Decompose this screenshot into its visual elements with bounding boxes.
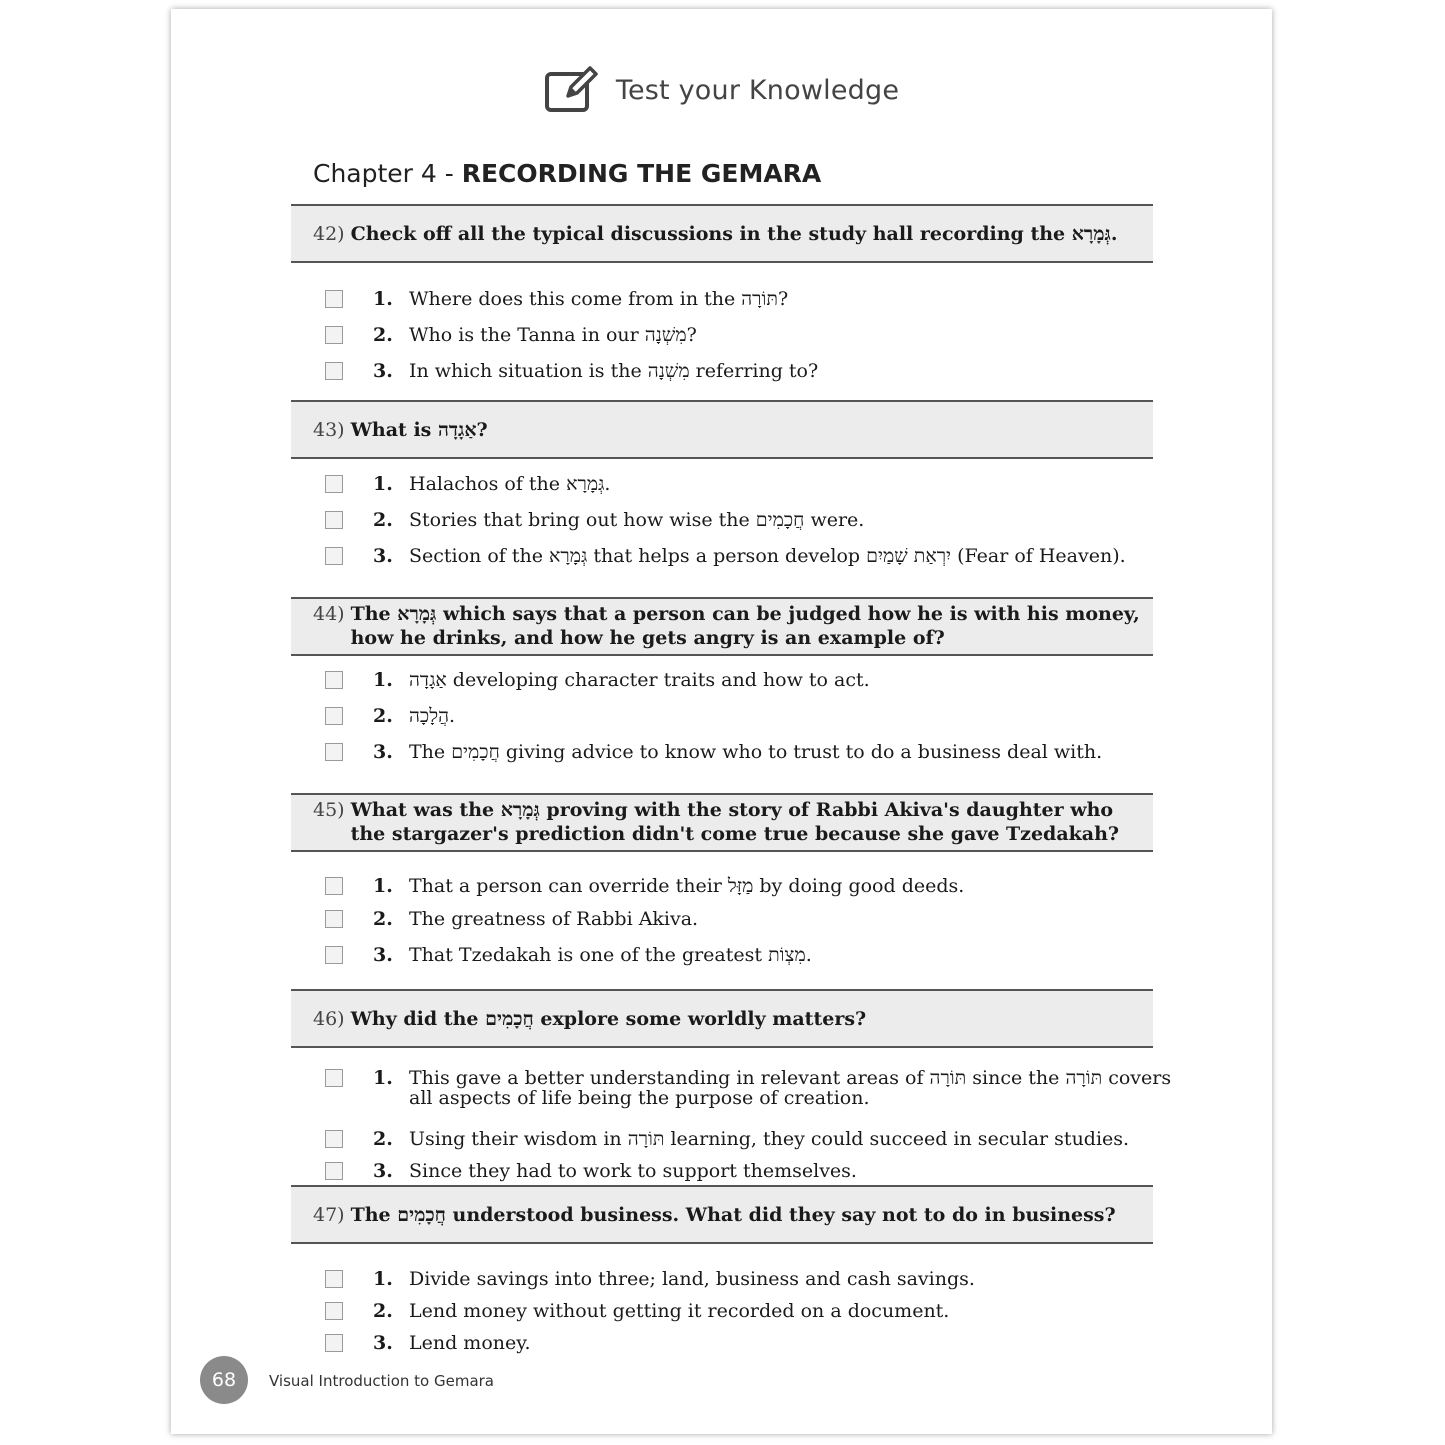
- option-item: [325, 876, 1173, 896]
- option-number: 3.: [373, 944, 393, 966]
- option-item: [325, 742, 1173, 762]
- option-number: 1.: [373, 669, 393, 691]
- answer-checkbox[interactable]: [325, 671, 343, 689]
- answer-checkbox[interactable]: [325, 290, 343, 308]
- question-number: 43): [313, 418, 345, 441]
- answer-checkbox[interactable]: [325, 1270, 343, 1288]
- question-47: [291, 1185, 1153, 1354]
- question-text: The חֲכָמִים understood business. What did they say not to do in business?: [350, 1203, 1116, 1226]
- worksheet-page: [171, 9, 1272, 1434]
- option-number: 2.: [373, 509, 393, 531]
- book-title: Visual Introduction to Gemara: [269, 1372, 494, 1390]
- option-number: 2.: [373, 705, 393, 727]
- option-text: In which situation is the מִשְׁנָה referring to?: [409, 360, 819, 382]
- question-number: 47): [313, 1203, 345, 1226]
- question-header: [291, 597, 1153, 656]
- option-item: [325, 909, 1173, 929]
- option-text: Lend money without getting it recorded on a document.: [409, 1300, 950, 1322]
- option-item: [325, 474, 1173, 494]
- answer-checkbox[interactable]: [325, 707, 343, 725]
- option-number: 2.: [373, 1300, 393, 1322]
- option-number: 1.: [373, 1268, 393, 1290]
- option-number: 3.: [373, 1160, 393, 1182]
- question-header: [291, 793, 1153, 852]
- option-item: [325, 670, 1173, 690]
- answer-checkbox[interactable]: [325, 1162, 343, 1180]
- chapter-title: RECORDING THE GEMARA: [461, 159, 822, 188]
- chapter-heading: [313, 159, 821, 188]
- answer-checkbox[interactable]: [325, 326, 343, 344]
- answer-checkbox[interactable]: [325, 910, 343, 928]
- option-number: 2.: [373, 1128, 393, 1150]
- option-item: [325, 706, 1173, 726]
- option-number: 3.: [373, 741, 393, 763]
- option-number: 1.: [373, 875, 393, 897]
- question-number: 46): [313, 1007, 345, 1030]
- option-item: [325, 1269, 1173, 1289]
- answer-checkbox[interactable]: [325, 1069, 343, 1087]
- option-item: [325, 289, 1173, 309]
- question-header: [291, 400, 1153, 459]
- option-text: Divide savings into three; land, business and cash savings.: [409, 1268, 975, 1290]
- option-text: Stories that bring out how wise the חֲכָמִים were.: [409, 509, 865, 531]
- question-text: What was the גְּמָרָא proving with the story of Rabbi Akiva's daughter who the stargazer's prediction didn't come true because she gave Tzedakah?: [350, 799, 1120, 845]
- question-text: The גְּמָרָא which says that a person can be judged how he is with his money, how he drinks, and how he gets angry is an example of?: [350, 603, 1140, 649]
- option-item: [325, 325, 1173, 345]
- answer-checkbox[interactable]: [325, 946, 343, 964]
- option-text: Lend money.: [409, 1332, 531, 1354]
- question-text: What is אַגָדָה?: [350, 418, 488, 441]
- option-text: Who is the Tanna in our מִשְׁנָה?: [409, 324, 697, 346]
- answer-checkbox[interactable]: [325, 362, 343, 380]
- page-title: Test your Knowledge: [615, 74, 900, 106]
- option-text: אַגָדָה developing character traits and how to act.: [409, 669, 870, 691]
- question-text: Why did the חֲכָמִים explore some worldly matters?: [350, 1007, 867, 1030]
- answer-checkbox[interactable]: [325, 1334, 343, 1352]
- option-number: 3.: [373, 545, 393, 567]
- option-text: הֲלָכָה.: [409, 705, 456, 727]
- option-text: Where does this come from in the תּוֹרָה?: [409, 288, 789, 310]
- option-number: 2.: [373, 908, 393, 930]
- option-text: Using their wisdom in תּוֹרָה learning, they could succeed in secular studies.: [409, 1128, 1130, 1150]
- option-number: 3.: [373, 1332, 393, 1354]
- question-number: 45): [313, 799, 345, 821]
- answer-checkbox[interactable]: [325, 1130, 343, 1148]
- edit-icon: [544, 66, 598, 114]
- option-item: [325, 945, 1173, 965]
- option-text: Halachos of the גְּמָרָא.: [409, 473, 611, 495]
- question-number: 44): [313, 603, 345, 625]
- option-number: 3.: [373, 360, 393, 382]
- answer-checkbox[interactable]: [325, 547, 343, 565]
- question-header: [291, 204, 1153, 263]
- question-42: [291, 204, 1153, 382]
- question-text: Check off all the typical discussions in the study hall recording the גְּמָרָא.: [350, 222, 1118, 245]
- option-number: 2.: [373, 324, 393, 346]
- option-number: 1.: [373, 473, 393, 495]
- question-header: [291, 989, 1153, 1048]
- option-item: [325, 361, 1173, 381]
- answer-checkbox[interactable]: [325, 511, 343, 529]
- option-number: 1.: [373, 1067, 393, 1089]
- page-number-badge: 68: [200, 1356, 248, 1404]
- option-text: That Tzedakah is one of the greatest מִצְוֹת.: [409, 944, 812, 966]
- answer-checkbox[interactable]: [325, 475, 343, 493]
- question-44: [291, 597, 1153, 763]
- option-item: [325, 510, 1173, 530]
- question-header: [291, 1185, 1153, 1244]
- question-43: [291, 400, 1153, 567]
- option-text: This gave a better understanding in relevant areas of תּוֹרָה since the תּוֹרָה covers all aspects of life being the purpose of creation.: [409, 1067, 1172, 1109]
- answer-checkbox[interactable]: [325, 1302, 343, 1320]
- option-text: The greatness of Rabbi Akiva.: [409, 908, 699, 930]
- page-header: [171, 61, 1272, 119]
- answer-checkbox[interactable]: [325, 743, 343, 761]
- question-46: [291, 989, 1172, 1182]
- chapter-prefix: Chapter 4 -: [313, 159, 462, 188]
- question-45: [291, 793, 1153, 966]
- option-number: 1.: [373, 288, 393, 310]
- option-item: [325, 1068, 1173, 1108]
- question-number: 42): [313, 222, 345, 245]
- option-item: [325, 1333, 1173, 1353]
- option-item: [325, 546, 1173, 566]
- option-item: [325, 1129, 1173, 1149]
- answer-checkbox[interactable]: [325, 877, 343, 895]
- option-item: [325, 1301, 1173, 1321]
- option-text: Section of the גְּמָרָא that helps a person develop יִרְאַת שָׁמַיִם (Fear of Heaven).: [409, 545, 1126, 567]
- option-text: That a person can override their מַזָּל by doing good deeds.: [409, 875, 965, 897]
- option-text: Since they had to work to support themselves.: [409, 1160, 857, 1182]
- option-text: The חֲכָמִים giving advice to know who to trust to do a business deal with.: [409, 741, 1103, 763]
- option-item: [325, 1161, 1173, 1181]
